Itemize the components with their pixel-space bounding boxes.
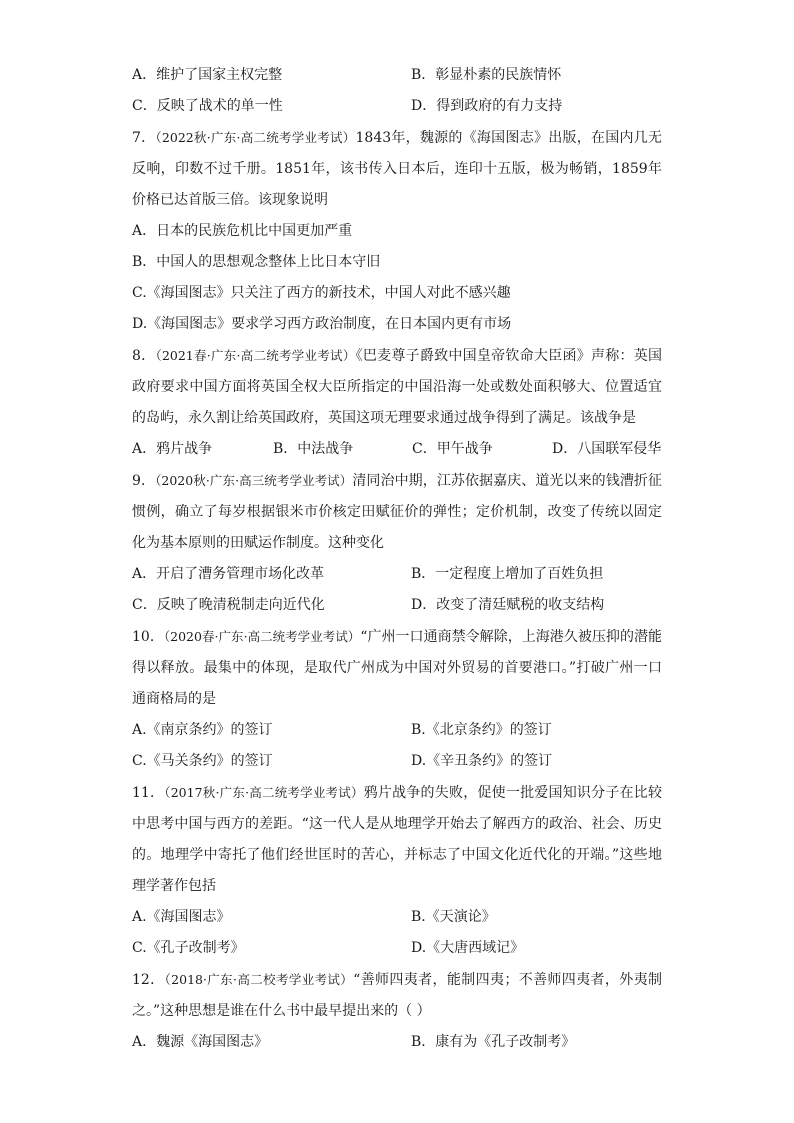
- q10-source: （2020春·广东·高二统考学业考试）: [163, 629, 361, 644]
- q8-option-c[interactable]: C．甲午战争: [412, 441, 493, 457]
- q12-text: “善师四夷者，能制四夷；不善师四夷者，外夷制之。”这种思想是谁在什么书中最早提出来的（ ）: [132, 972, 662, 1019]
- q9-options-row-2: [132, 590, 662, 621]
- q11-option-a[interactable]: A.《海国图志》: [132, 909, 231, 925]
- q8-text: 《巴麦尊子爵致中国皇帝钦命大臣函》声称：英国政府要求中国方面将英国全权大臣所指定的中国沿海一处或数处面积够大、位置适宜的岛屿，永久割让给英国政府，英国这项无理要求通过战争得到了满足。该战争是: [132, 348, 662, 426]
- q8-options-row: [132, 434, 662, 465]
- q11-option-d[interactable]: D.《大唐西域记》: [411, 940, 525, 956]
- q6-option-d[interactable]: D．得到政府的有力支持: [411, 98, 563, 114]
- q11-text: 鸦片战争的失败，促使一批爱国知识分子在比较中思考中国与西方的差距。“这一代人是从地理学开始去了解西方的政治、社会、历史的。地理学中寄托了他们经世匡时的苦心，并标志了中国文化近代化的开端。”这些地理学著作包括: [132, 785, 662, 894]
- q8-number: 8．: [132, 348, 156, 364]
- q8-option-b[interactable]: B．中法战争: [273, 441, 354, 457]
- q10-text: “广州一口通商禁令解除，上海港久被压抑的潜能得以释放。最集中的体现，是取代广州成为中国对外贸易的首要港口。”打破广州一口通商格局的是: [132, 629, 662, 707]
- q9-text: 清同治中期，江苏依据嘉庆、道光以来的钱漕折征惯例，确立了每岁根据银米市价核定田赋征价的弹性；定价机制，改变了传统以固定化为基本原则的田赋运作制度。这种变化: [132, 473, 662, 551]
- q10-option-c[interactable]: C.《马关条约》的签订: [132, 753, 273, 769]
- q7-option-a[interactable]: A．日本的民族危机比中国更加严重: [132, 223, 353, 239]
- q7-text: 1843年，魏源的《海国图志》出版，在国内几无反响，印数不过千册。1851年，该书传入日本后，连印十五版，极为畅销，1859年价格已达首版三倍。该现象说明: [132, 130, 662, 208]
- q9-stem: [132, 465, 662, 559]
- exam-page: [132, 60, 662, 1058]
- q9-source: （2020秋·广东·高三统考学业考试）: [155, 473, 353, 488]
- q10-options-row-1: [132, 715, 662, 746]
- q8-stem: [132, 340, 662, 434]
- q6-option-c[interactable]: C．反映了战术的单一性: [132, 98, 283, 114]
- q8-source: （2021春·广东·高二统考学业考试）: [155, 348, 356, 363]
- q10-number: 10．: [132, 629, 164, 645]
- q9-option-d[interactable]: D．改变了清廷赋税的收支结构: [411, 597, 605, 613]
- q10-stem: [132, 621, 662, 715]
- q9-option-c[interactable]: C．反映了晚清税制走向近代化: [132, 597, 325, 613]
- q12-source: （2018·广东·高二校考学业考试）: [164, 972, 354, 987]
- q6-option-b[interactable]: B．彰显朴素的民族情怀: [411, 67, 562, 83]
- q12-option-b[interactable]: B．康有为《孔子改制考》: [411, 1034, 576, 1050]
- q12-options-row-1: [132, 1027, 662, 1058]
- q12-stem: [132, 964, 662, 1027]
- q11-option-c[interactable]: C.《孔子改制考》: [132, 940, 245, 956]
- q10-option-b[interactable]: B.《北京条约》的签订: [411, 722, 552, 738]
- q11-number: 11．: [132, 785, 165, 801]
- q9-option-b[interactable]: B．一定程度上增加了百姓负担: [411, 566, 604, 582]
- q8-option-d[interactable]: D．八国联军侵华: [552, 441, 662, 457]
- q11-option-b[interactable]: B.《天演论》: [411, 909, 496, 925]
- q6-options-row-2: [132, 91, 662, 122]
- q10-option-a[interactable]: A.《南京条约》的签订: [132, 722, 273, 738]
- q11-source: （2017秋·广东·高二统考学业考试）: [164, 785, 364, 800]
- q11-options-row-2: [132, 933, 662, 964]
- q9-option-a[interactable]: A．开启了漕务管理市场化改革: [132, 566, 325, 582]
- q7-option-c[interactable]: C.《海国图志》只关注了西方的新技术，中国人对此不感兴趣: [132, 285, 511, 301]
- q10-option-d[interactable]: D.《辛丑条约》的签订: [411, 753, 553, 769]
- q9-number: 9．: [132, 473, 156, 489]
- q7-number: 7．: [132, 130, 156, 146]
- q12-option-a[interactable]: A．魏源《海国图志》: [132, 1034, 269, 1050]
- q7-option-d[interactable]: D.《海国图志》要求学习西方政治制度，在日本国内更有市场: [132, 316, 512, 332]
- q7-option-b[interactable]: B．中国人的思想观念整体上比日本守旧: [132, 254, 381, 270]
- q7-stem: [132, 122, 662, 216]
- q8-option-a[interactable]: A．鸦片战争: [132, 441, 213, 457]
- q11-stem: [132, 777, 662, 902]
- q6-option-a[interactable]: A．维护了国家主权完整: [132, 67, 283, 83]
- q12-number: 12．: [132, 972, 165, 988]
- q10-options-row-2: [132, 746, 662, 777]
- q7-source: （2022秋·广东·高二统考学业考试）: [155, 130, 356, 145]
- q11-options-row-1: [132, 902, 662, 933]
- q6-options-row-1: [132, 60, 662, 91]
- q9-options-row-1: [132, 559, 662, 590]
